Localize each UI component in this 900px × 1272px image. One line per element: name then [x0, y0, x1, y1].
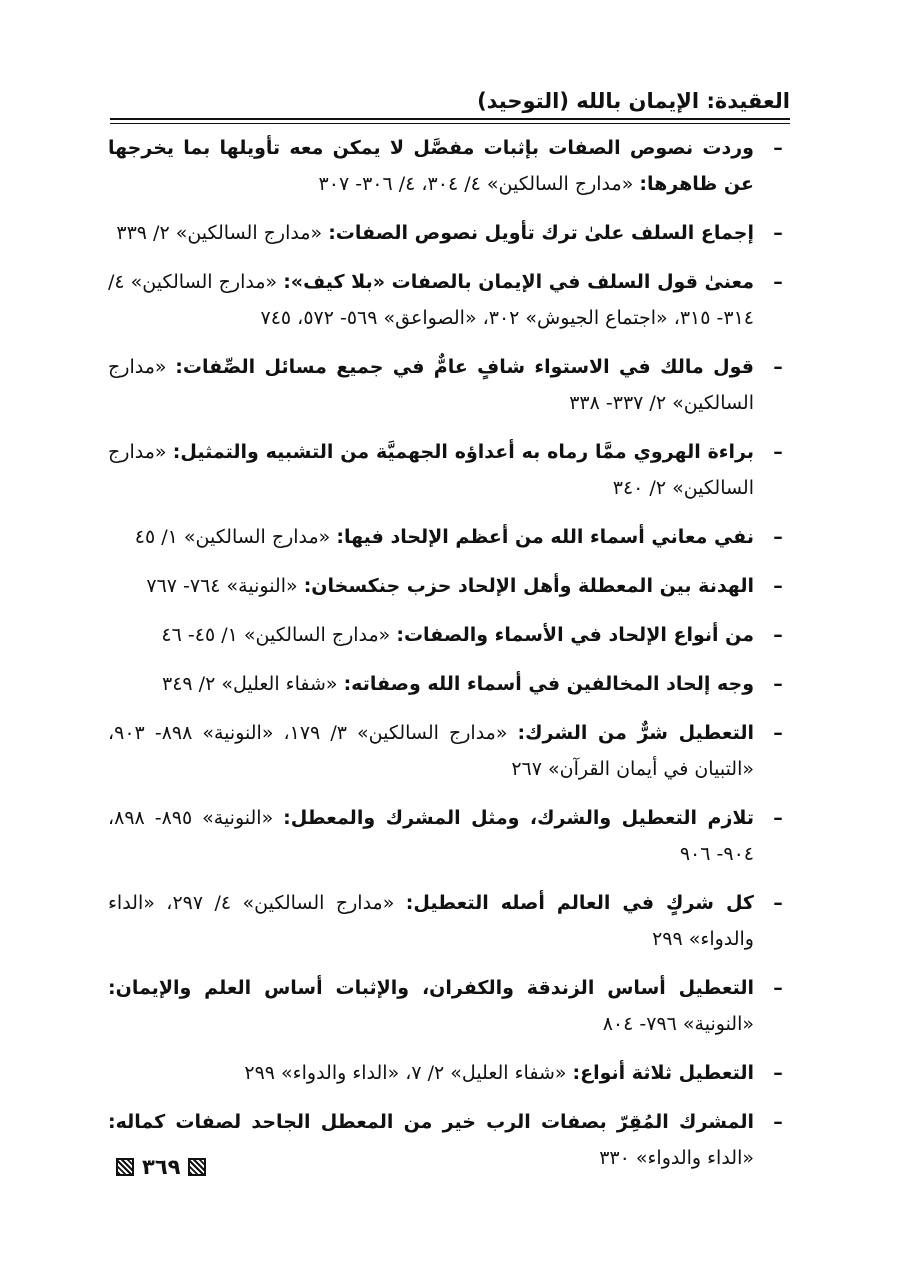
index-entry [108, 617, 790, 653]
entry-topic: التعطيل شرٌّ من الشرك: [517, 722, 754, 744]
index-entry [108, 970, 790, 1042]
dash-bullet: – [773, 624, 783, 646]
dash-bullet: – [773, 1062, 783, 1084]
entry-reference: «الداء والدواء» ٣٣٠ [599, 1147, 754, 1169]
entry-reference: «النونية» ٨٩٥- ٨٩٨، ٩٠٤- ٩٠٦ [108, 807, 754, 865]
entry-topic: براءة الهروي ممَّا رماه به أعداؤه الجهميَّة من التشبيه والتمثيل: [172, 441, 754, 463]
page-number: ٣٦٩ [142, 1155, 181, 1179]
entry-topic: نفي معاني أسماء الله من أعظم الإلحاد فيها: [336, 526, 754, 548]
entry-topic: تلازم التعطيل والشرك، ومثل المشرك والمعطل: [283, 807, 754, 829]
index-entry [108, 715, 790, 787]
entry-topic: قول مالك في الاستواء شافٍ عامٌّ في جميع مسائل الصِّفات: [175, 356, 754, 378]
dash-bullet: – [773, 722, 783, 744]
index-entry [108, 1104, 790, 1176]
index-entry [108, 215, 790, 251]
index-entry [108, 1055, 790, 1091]
dash-bullet: – [773, 807, 783, 829]
entry-topic: المشرك المُقِرّ بصفات الرب خير من المعطل الجاحد لصفات كماله: [108, 1111, 754, 1133]
entry-reference: «شفاء العليل» ٢/ ٣٤٩ [162, 673, 338, 695]
entry-reference: «مدارج السالكين» ٢/ ٣٤٠ [108, 441, 754, 499]
entry-reference: «مدارج السالكين» ٤/ ٣٠٤، ٤/ ٣٠٦- ٣٠٧ [318, 173, 634, 195]
entry-topic: كل شركٍ في العالم أصله التعطيل: [405, 892, 754, 914]
ornament-icon [188, 1158, 206, 1176]
entry-topic: إجماع السلف علىٰ ترك تأويل نصوص الصفات: [328, 222, 754, 244]
dash-bullet: – [773, 271, 783, 293]
index-entry [108, 800, 790, 872]
index-entries [108, 130, 790, 1189]
entry-reference: «شفاء العليل» ٢/ ٧، «الداء والدواء» ٢٩٩ [244, 1062, 567, 1084]
index-entry [108, 666, 790, 702]
entry-topic: من أنواع الإلحاد في الأسماء والصفات: [396, 624, 754, 646]
entry-reference: «مدارج السالكين» ٣/ ١٧٩، «النونية» ٨٩٨- ٩٠٣، «التبيان في أيمان القرآن» ٢٦٧ [108, 722, 754, 780]
page-footer [116, 1152, 206, 1182]
entry-topic: وجه إلحاد المخالفين في أسماء الله وصفاته: [343, 673, 754, 695]
index-entry [108, 568, 790, 604]
header-rule-thin [110, 123, 790, 124]
ornament-icon [116, 1158, 134, 1176]
index-entry [108, 519, 790, 555]
entry-topic: التعطيل ثلاثة أنواع: [572, 1062, 754, 1084]
dash-bullet: – [773, 137, 783, 159]
entry-reference: «مدارج السالكين» ٤/ ٣١٤- ٣١٥، «اجتماع الجيوش» ٣٠٢، «الصواعق» ٥٦٩- ٥٧٢، ٧٤٥ [108, 271, 754, 329]
entry-topic: معنىٰ قول السلف في الإيمان بالصفات «بلا كيف»: [283, 271, 754, 293]
index-entry [108, 434, 790, 506]
entry-topic: الهدنة بين المعطلة وأهل الإلحاد حزب جنكسخان: [303, 575, 754, 597]
dash-bullet: – [773, 673, 783, 695]
entry-reference: «مدارج السالكين» ٢/ ٣٣٩ [116, 222, 323, 244]
entry-reference: «مدارج السالكين» ٢/ ٣٣٧- ٣٣٨ [108, 356, 754, 414]
dash-bullet: – [773, 526, 783, 548]
dash-bullet: – [773, 892, 783, 914]
running-header: العقيدة: الإيمان بالله (التوحيد) [477, 89, 790, 113]
index-entry [108, 885, 790, 957]
dash-bullet: – [773, 441, 783, 463]
entry-reference: «مدارج السالكين» ٤/ ٢٩٧، «الداء والدواء» ٢٩٩ [108, 892, 754, 950]
entry-reference: «النونية» ٧٩٦- ٨٠٤ [602, 1013, 754, 1035]
entry-topic: التعطيل أساس الزندقة والكفران، والإثبات أساس العلم والإيمان: [108, 977, 754, 999]
dash-bullet: – [773, 356, 783, 378]
entry-reference: «مدارج السالكين» ١/ ٤٥- ٤٦ [161, 624, 391, 646]
dash-bullet: – [773, 1111, 783, 1133]
entry-reference: «النونية» ٧٦٤- ٧٦٧ [146, 575, 298, 597]
entry-topic: وردت نصوص الصفات بإثبات مفصَّل لا يمكن معه تأويلها بما يخرجها عن ظاهرها: [108, 137, 754, 195]
dash-bullet: – [773, 222, 783, 244]
dash-bullet: – [773, 977, 783, 999]
dash-bullet: – [773, 575, 783, 597]
index-entry [108, 349, 790, 421]
index-entry [108, 130, 790, 202]
index-entry [108, 264, 790, 336]
entry-reference: «مدارج السالكين» ١/ ٤٥ [134, 526, 331, 548]
header-rule-thick [110, 118, 790, 120]
